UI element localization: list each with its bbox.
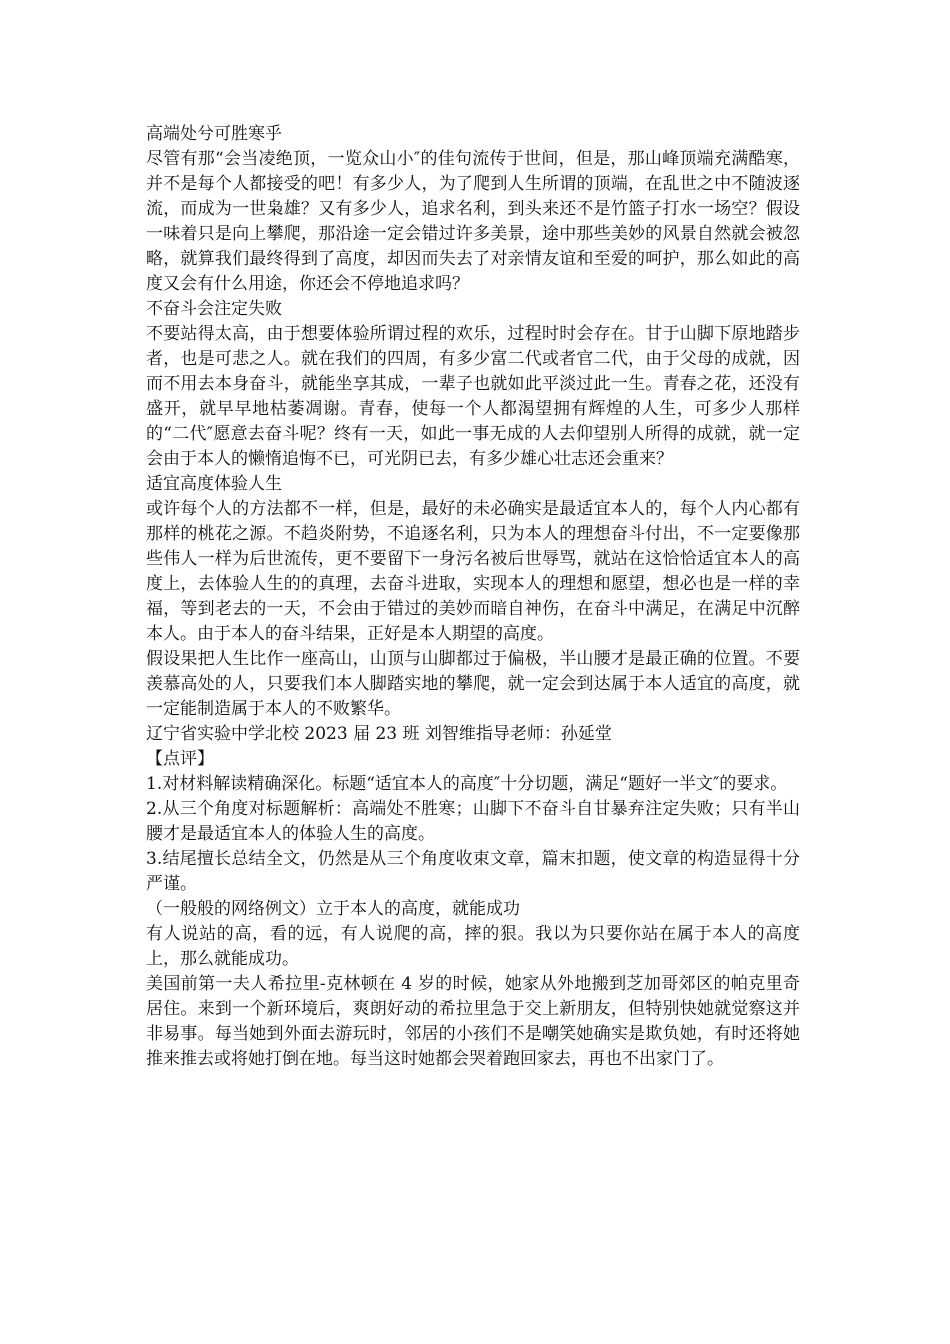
section-heading-1: 高端处兮可胜寒乎 [146,124,282,144]
paragraph-3: 或许每个人的方法都不一样，但是，最好的未必确实是最适宜本人的，每个人内心都有那样的桃花之源。不趋炎附势，不追逐名利，只为本人的理想奋斗付出，不一定要像那些伟人一样为后世流传，更不要留下一身污名被后世辱骂，就站在这恰恰适宜本人的高度上，去体验人生的的真理，去奋斗进取，实现本人的理想和愿望，想必也是一样的幸福，等到老去的一天，不会由于错过的美妙而暗自神伤，在奋斗中满足，在满足中沉醉本人。由于本人的奋斗结果，正好是本人期望的高度。 [146,499,800,644]
paragraph-6: 美国前第一夫人希拉里-克林顿在 4 岁的时候，她家从外地搬到芝加哥郊区的帕克里奇居住。来到一个新环境后，爽朗好动的希拉里急于交上新朋友，但特别快她就觉察这并非易事。每当她到外面去游玩时，邻居的小孩们不是嘲笑她确实是欺负她，有时还将她推来推去或将她打倒在地。每当这时她都会哭着跑回家去，再也不出家门了。 [146,974,800,1069]
author-line: 辽宁省实验中学北校 2023 届 23 班 刘智维指导老师：孙延堂 [146,724,612,744]
review-point-2: 2.从三个角度对标题解析：高端处不胜寒；山脚下不奋斗自甘暴弃注定失败；只有半山腰才是最适宜本人的体验人生的高度。 [146,799,800,844]
section-heading-3: 适宜高度体验人生 [146,474,282,494]
review-point-1: 1.对材料解读精确深化。标题“适宜本人的高度″十分切题，满足“题好一半文″的要求。 [146,774,788,794]
document-body [146,122,800,1072]
review-title: 【点评】 [146,749,214,769]
paragraph-1: 尽管有那“会当凌绝顶，一览众山小″的佳句流传于世间，但是，那山峰顶端充满酷寒，并不是每个人都接受的吧！有多少人，为了爬到人生所谓的顶端，在乱世之中不随波逐流，而成为一世枭雄？又有多少人，追求名利，到头来还不是竹篮子打水一场空？假设一味着只是向上攀爬，那沿途一定会错过许多美景，途中那些美妙的风景自然就会被忽略，就算我们最终得到了高度，却因而失去了对亲情友谊和至爱的呵护，那么如此的高度又会有什么用途，你还会不停地追求吗？ [146,149,800,294]
paragraph-5: 有人说站的高，看的远，有人说爬的高，摔的狠。我以为只要你站在属于本人的高度上，那么就能成功。 [146,924,800,969]
paragraph-4: 假设果把人生比作一座高山，山顶与山脚都过于偏极，半山腰才是最正确的位置。不要羡慕高处的人，只要我们本人脚踏实地的攀爬，就一定会到达属于本人适宜的高度，就一定能制造属于本人的不败繁华。 [146,649,800,719]
section-heading-2: 不奋斗会注定失败 [146,299,282,319]
section-heading-4: （一般般的网络例文）立于本人的高度，就能成功 [146,899,520,919]
paragraph-2: 不要站得太高，由于想要体验所谓过程的欢乐，过程时时会存在。甘于山脚下原地踏步者，也是可悲之人。就在我们的四周，有多少富二代或者官二代，由于父母的成就，因而不用去本身奋斗，就能坐享其成，一辈子也就如此平淡过此一生。青春之花，还没有盛开，就早早地枯萎凋谢。青春，使每一个人都渴望拥有辉煌的人生，可多少人那样的“二代″愿意去奋斗呢？终有一天，如此一事无成的人去仰望别人所得的成就，就一定会由于本人的懒惰追悔不已，可光阴已去，有多少雄心壮志还会重来？ [146,324,800,469]
review-point-3: 3.结尾擅长总结全文，仍然是从三个角度收束文章，篇末扣题，使文章的构造显得十分严谨。 [146,849,800,894]
